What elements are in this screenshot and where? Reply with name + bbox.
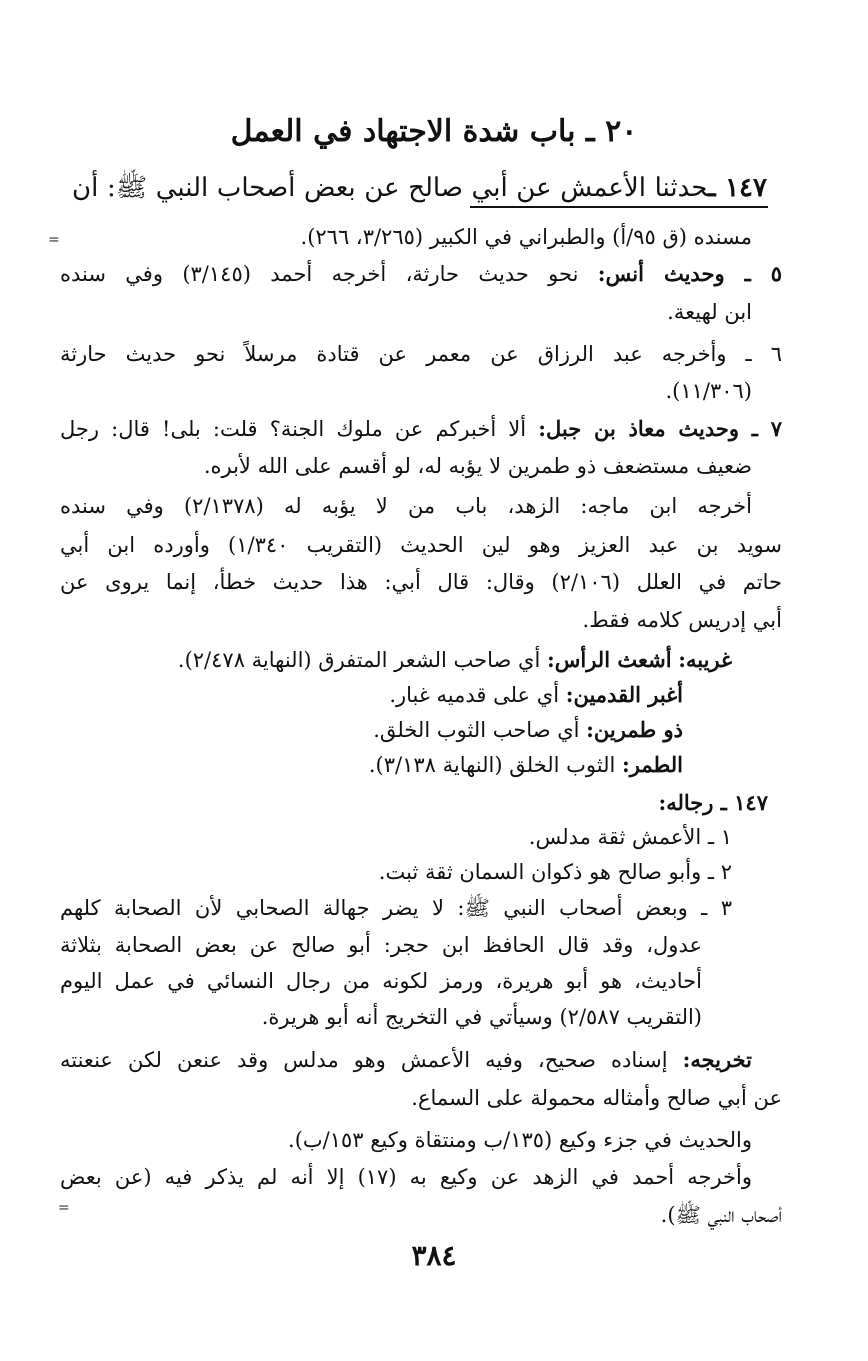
footnote-5-line-2: ابن لهيعة. — [667, 300, 752, 324]
footnote-7-line-1 — [60, 414, 782, 446]
gharib-meaning: أي صاحب الشعر المتفرق (النهاية ٢/٤٧٨). — [177, 648, 541, 672]
takhrij-label: تخريجه: — [682, 1047, 752, 1072]
hadith-text: حدثنا الأعمش عن أبي صالح عن بعض أصحاب النبي ﷺ: أن — [72, 173, 709, 203]
page-number: ٣٨٤ — [411, 1239, 457, 1272]
gharib-label: غريبه: — [678, 647, 732, 672]
gharib-meaning: الثوب الخلق (النهاية ٣/١٣٨). — [368, 753, 616, 777]
footnote-separator — [470, 206, 768, 208]
hadith-text-line — [72, 168, 767, 208]
gharib-line-4 — [369, 750, 683, 780]
rijal-heading: ١٤٧ ـ رجاله: — [658, 790, 768, 815]
ibn-majah-line-1: أخرجه ابن ماجه: الزهد، باب من لا يؤبه له (٢/١٣٧٨) وفي سنده — [60, 494, 752, 518]
footnote-6-line-1: ٦ ـ وأخرجه عبد الرزاق عن معمر عن قتادة مرسلاً نحو حديث حارثة — [60, 342, 782, 366]
rijal-item-3-line-4: (التقريب ٢/٥٨٧) وسيأتي في التخريج أنه أبو هريرة. — [261, 1005, 702, 1029]
rijal-item-1: ١ ـ الأعمش ثقة مدلس. — [528, 825, 732, 849]
takhrij-line-5: أصحاب النبي ﷺ). — [660, 1203, 782, 1227]
gharib-term: أشعث الرأس: — [547, 647, 672, 672]
rijal-item-3-line-1: ٣ ـ وبعض أصحاب النبي ﷺ: لا يضر جهالة الصحابي لأن الصحابة كلهم — [60, 896, 732, 920]
gharib-term: الطمر: — [622, 752, 683, 777]
takhrij-line-3: والحديث في جزء وكيع (١٣٥/ب ومنتقاة وكيع ١٥٣/ب). — [288, 1128, 752, 1152]
takhrij-line-4: وأخرجه أحمد في الزهد عن وكيع به (١٧) إلا أنه لم يذكر فيه (عن بعض — [60, 1165, 752, 1189]
takhrij-text: إسناده صحيح، وفيه الأعمش وهو مدلس وقد عنعن لكن عنعنته — [60, 1048, 668, 1072]
ibn-majah-line-4: أبي إدريس كلامه فقط. — [582, 608, 782, 632]
gharib-term: ذو طمرين: — [586, 717, 683, 742]
chapter-title: ٢٠ ـ باب شدة الاجتهاد في العمل — [230, 114, 638, 149]
margin-mark: = — [48, 232, 60, 248]
rijal-item-3-line-2: عدول، وقد قال الحافظ ابن حجر: أبو صالح عن بعض الصحابة بثلاثة — [60, 933, 702, 957]
ibn-majah-line-3: حاتم في العلل (٢/١٠٦) وقال: قال أبي: هذا حديث خطأ، إنما يروى عن — [60, 570, 782, 594]
gharib-meaning: أي صاحب الثوب الخلق. — [373, 718, 580, 742]
gharib-line-3 — [373, 715, 683, 745]
hadith-number: ١٤٧ ـ — [708, 173, 767, 203]
footnote-5-label: ٥ ـ وحديث أنس: — [597, 261, 782, 286]
takhrij-line-1 — [60, 1045, 752, 1077]
ibn-majah-line-2: سويد بن عبد العزيز وهو لين الحديث (التقريب ١/٣٤٠) وأورده ابن أبي — [60, 533, 782, 557]
footnote-7-label: ٧ ـ وحديث معاذ بن جبل: — [538, 416, 782, 441]
footnote-5-line-1 — [60, 259, 782, 291]
footnote-4-continuation: مسنده (ق ٩٥/أ) والطبراني في الكبير (٣/٢٦٥، ٢٦٦). — [300, 225, 752, 249]
footnote-5-text: نحو حديث حارثة، أخرجه أحمد (٣/١٤٥) وفي سنده — [60, 262, 579, 286]
gharib-term: أغبر القدمين: — [565, 682, 683, 707]
gharib-line-2 — [389, 680, 683, 710]
takhrij-line-2: عن أبي صالح وأمثاله محمولة على السماع. — [411, 1086, 782, 1110]
footnote-7-line-2: ضعيف مستضعف ذو طمرين لا يؤبه له، لو أقسم على الله لأبره. — [203, 454, 752, 478]
rijal-item-3-line-3: أحاديث، هو أبو هريرة، ورمز لكونه من رجال النسائي في عمل اليوم — [60, 969, 702, 993]
margin-mark: = — [58, 1200, 70, 1216]
gharib-meaning: أي على قدميه غبار. — [389, 683, 560, 707]
footnote-6-line-2: (١١/٣٠٦). — [665, 379, 752, 403]
gharib-line-1 — [178, 645, 732, 675]
footnote-7-text: ألا أخبركم عن ملوك الجنة؟ قلت: بلى! قال: رجل — [60, 417, 527, 441]
rijal-item-2: ٢ ـ وأبو صالح هو ذكوان السمان ثقة ثبت. — [378, 860, 732, 884]
